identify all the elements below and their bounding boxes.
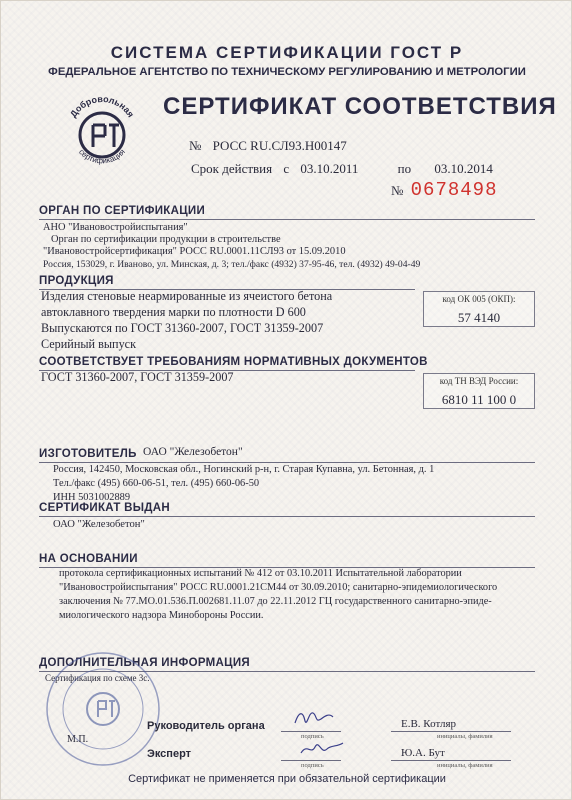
manufacturer-line-2: Тел./факс (495) 660-06-51, тел. (495) 660-06-50 xyxy=(53,478,260,489)
basis-line-4: миологического надзора Минобороны России. xyxy=(59,610,264,621)
manufacturer-name: ОАО "Железобетон" xyxy=(143,446,243,458)
head-label: Руководитель органа xyxy=(147,720,265,732)
expert-name-line xyxy=(391,760,511,761)
compliance-text: ГОСТ 31360-2007, ГОСТ 31359-2007 xyxy=(41,370,234,384)
validity-to-word: по xyxy=(397,161,412,176)
product-line-2: автоклавного твердения марки по плотности D 600 xyxy=(41,305,306,319)
issued-to-underline xyxy=(39,516,535,517)
head-signature-icon xyxy=(291,707,337,729)
product-line-3: Выпускаются по ГОСТ 31360-2007, ГОСТ 31359-2007 xyxy=(41,321,324,335)
head-name-caption: инициалы, фамилия xyxy=(437,733,493,740)
expert-name: Ю.А. Бут xyxy=(401,747,445,759)
round-seal-icon xyxy=(43,649,163,769)
head-sign-caption: подпись xyxy=(301,733,324,740)
organ-line-1: АНО "Ивановостройиспытания" xyxy=(43,222,188,233)
issued-to-heading: СЕРТИФИКАТ ВЫДАН xyxy=(39,502,171,514)
product-line-1: Изделия стеновые неармированные из ячеистого бетона xyxy=(41,289,333,303)
date-from: 03.10.2011 xyxy=(300,161,359,176)
okp-code-label: код ОК 005 (ОКП): xyxy=(442,294,516,304)
mp-label: М.П. xyxy=(67,734,89,745)
head-sign-line xyxy=(281,731,341,732)
product-line-4: Серийный выпуск xyxy=(41,337,136,351)
compliance-heading: СООТВЕТСТВУЕТ ТРЕБОВАНИЯМ НОРМАТИВНЫХ ДОКУМЕНТОВ xyxy=(39,356,428,368)
okp-code-value: 57 4140 xyxy=(457,310,501,325)
serial-symbol: № xyxy=(391,183,404,198)
manufacturer-line-3: ИНН 5031002889 xyxy=(53,492,131,503)
manufacturer-heading: ИЗГОТОВИТЕЛЬ xyxy=(39,448,137,460)
expert-sign-line xyxy=(281,760,341,761)
tnved-code-box xyxy=(423,373,535,409)
date-to: 03.10.2014 xyxy=(434,161,493,176)
basis-line-3: заключения № 77.МО.01.536.П.002681.11.07 до 22.11.2012 ГЦ государственного санитарно-эпиде- xyxy=(59,596,492,607)
validity-label: Срок действия xyxy=(191,161,273,176)
expert-signature-icon xyxy=(297,737,347,759)
expert-label: Эксперт xyxy=(147,748,192,760)
expert-name-caption: инициалы, фамилия xyxy=(437,762,493,769)
organ-line-3: "Ивановостройсертификация" РОСС RU.0001.11СЛ93 от 15.09.2010 xyxy=(43,246,346,257)
certificate-number: РОСС RU.СЛ93.Н00147 xyxy=(212,138,347,153)
footer-note: Сертификат не применяется при обязательной сертификации xyxy=(128,773,446,785)
expert-sign-caption: подпись xyxy=(301,762,324,769)
basis-line-1: протокола сертификационных испытаний № 412 от 03.10.2011 Испытательной лаборатории xyxy=(59,568,462,579)
head-name-line xyxy=(391,731,511,732)
serial-number: 0678498 xyxy=(410,179,498,201)
validity-from-word: с xyxy=(283,161,290,176)
serial-number-line xyxy=(391,179,497,201)
organ-underline xyxy=(39,219,535,220)
tnved-code-label: код ТН ВЭД России: xyxy=(439,376,519,386)
validity-line xyxy=(191,161,521,177)
additional-heading: ДОПОЛНИТЕЛЬНАЯ ИНФОРМАЦИЯ xyxy=(39,657,250,669)
additional-text: Сертификация по схеме 3с. xyxy=(45,673,150,683)
gost-r-logo-icon xyxy=(63,89,141,175)
organ-heading: ОРГАН ПО СЕРТИФИКАЦИИ xyxy=(39,205,206,217)
product-heading: ПРОДУКЦИЯ xyxy=(39,275,114,287)
tnved-code-value: 6810 11 100 0 xyxy=(441,392,517,407)
organ-line-4: Россия, 153029, г. Иваново, ул. Минская, д. 3; тел./факс (4932) 37-95-46, тел. (4932) 49-04-49 xyxy=(43,259,421,270)
organ-line-2: Орган по сертификации продукции в строительстве xyxy=(51,234,281,245)
manufacturer-line-1: Россия, 142450, Московская обл., Ногинский р-н, г. Старая Купавна, ул. Бетонная, д. 1 xyxy=(53,464,435,475)
basis-line-2: "Ивановостройиспытания" РОСС RU.0001.21СМ44 от 30.09.2010; санитарно-эпидемиологического xyxy=(59,582,498,593)
logo-top-text: Добровольная xyxy=(68,93,136,120)
document-title: СЕРТИФИКАТ СООТВЕТСТВИЯ xyxy=(163,93,557,120)
certificate-number-line xyxy=(189,138,347,154)
svg-text:сертификация xyxy=(77,147,127,165)
head-name: Е.В. Котляр xyxy=(401,718,457,730)
agency-title: ФЕДЕРАЛЬНОЕ АГЕНТСТВО ПО ТЕХНИЧЕСКОМУ РЕГУЛИРОВАНИЮ И МЕТРОЛОГИИ xyxy=(48,66,526,78)
basis-heading: НА ОСНОВАНИИ xyxy=(39,553,138,565)
okp-code-box xyxy=(423,291,535,327)
svg-text:Добровольная xyxy=(68,94,136,119)
issued-to-name: ОАО "Железобетон" xyxy=(53,519,145,530)
system-title: СИСТЕМА СЕРТИФИКАЦИИ ГОСТ Р xyxy=(110,43,464,62)
logo-bottom-text: сертификация xyxy=(77,147,127,166)
number-symbol: № xyxy=(189,138,202,153)
